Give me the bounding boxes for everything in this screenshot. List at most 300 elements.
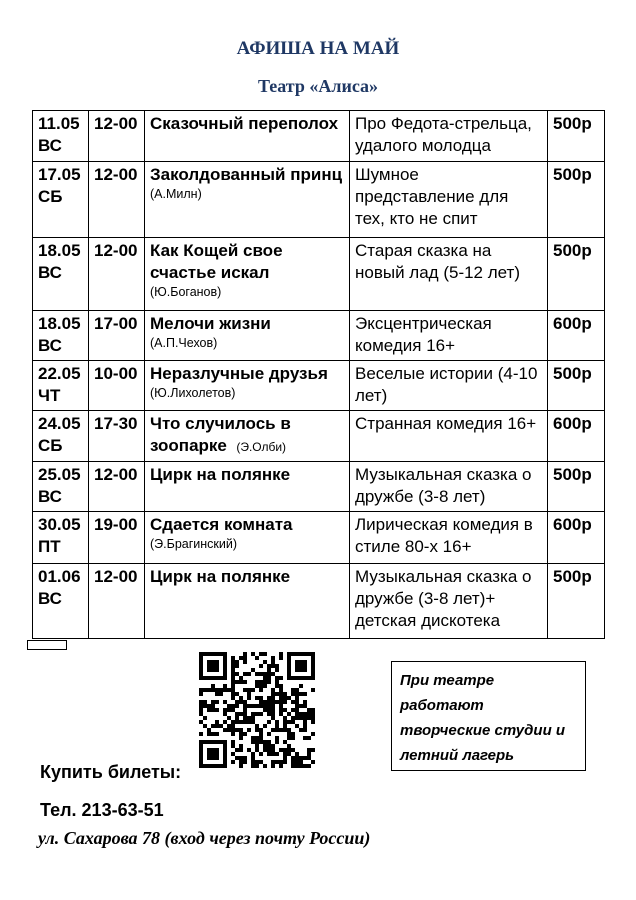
play-title: Неразлучные друзья <box>150 364 328 383</box>
qr-module <box>199 664 203 668</box>
qr-module <box>235 680 239 684</box>
qr-module <box>227 716 231 720</box>
qr-module <box>235 756 239 760</box>
qr-module <box>219 692 223 696</box>
qr-module <box>283 748 287 752</box>
qr-module <box>259 732 263 736</box>
qr-module <box>279 700 283 704</box>
qr-module <box>299 664 303 668</box>
qr-module <box>199 712 203 716</box>
qr-module <box>263 652 267 656</box>
qr-module <box>247 704 251 708</box>
qr-module <box>283 692 287 696</box>
qr-module <box>259 736 263 740</box>
qr-module <box>207 740 211 744</box>
qr-module <box>203 700 207 704</box>
time-cell: 19-00 <box>89 512 145 564</box>
qr-module <box>267 720 271 724</box>
time-cell: 12-00 <box>89 462 145 512</box>
qr-module <box>267 732 271 736</box>
qr-module <box>199 720 203 724</box>
qr-module <box>215 740 219 744</box>
qr-module <box>247 696 251 700</box>
qr-module <box>247 688 251 692</box>
qr-module <box>279 728 283 732</box>
description-cell: Веселые истории (4-10 лет) <box>350 361 548 411</box>
qr-module <box>239 700 243 704</box>
qr-module <box>291 692 295 696</box>
qr-module <box>207 664 211 668</box>
qr-module <box>267 680 271 684</box>
qr-module <box>211 664 215 668</box>
qr-module <box>239 680 243 684</box>
date-cell: 11.05 ВС <box>33 111 89 162</box>
qr-module <box>311 708 315 712</box>
qr-module <box>239 712 243 716</box>
qr-module <box>199 660 203 664</box>
description-cell: Эксцентрическая комедия 16+ <box>350 311 548 361</box>
qr-module <box>287 720 291 724</box>
qr-module <box>307 708 311 712</box>
qr-module <box>223 764 227 768</box>
qr-module <box>271 700 275 704</box>
qr-module <box>203 676 207 680</box>
qr-module <box>275 740 279 744</box>
qr-module <box>231 660 235 664</box>
qr-module <box>199 748 203 752</box>
price-cell: 500р <box>548 361 605 411</box>
qr-module <box>223 752 227 756</box>
qr-module <box>247 728 251 732</box>
qr-module <box>203 764 207 768</box>
qr-module <box>303 652 307 656</box>
qr-module <box>275 724 279 728</box>
qr-module <box>295 704 299 708</box>
time-cell: 12-00 <box>89 162 145 238</box>
qr-module <box>255 680 259 684</box>
qr-module <box>223 660 227 664</box>
description-cell: Странная комедия 16+ <box>350 411 548 462</box>
qr-module <box>211 752 215 756</box>
qr-module <box>223 756 227 760</box>
qr-module <box>279 656 283 660</box>
qr-module <box>299 692 303 696</box>
schedule-table <box>32 110 605 639</box>
date-cell: 24.05 СБ <box>33 411 89 462</box>
play-cell <box>145 411 350 462</box>
qr-module <box>263 704 267 708</box>
qr-module <box>231 732 235 736</box>
qr-module <box>295 664 299 668</box>
qr-module <box>279 760 283 764</box>
qr-module <box>255 748 259 752</box>
qr-module <box>291 676 295 680</box>
qr-module <box>203 652 207 656</box>
price-cell: 500р <box>548 162 605 238</box>
date-cell: 22.05 ЧТ <box>33 361 89 411</box>
qr-module <box>235 748 239 752</box>
qr-module <box>239 744 243 748</box>
table-row <box>33 361 605 411</box>
qr-module <box>295 756 299 760</box>
qr-module <box>223 708 227 712</box>
qr-module <box>271 708 275 712</box>
qr-module <box>295 660 299 664</box>
qr-module <box>263 672 267 676</box>
qr-module <box>279 652 283 656</box>
qr-module <box>211 748 215 752</box>
qr-module <box>303 720 307 724</box>
qr-module <box>295 708 299 712</box>
qr-module <box>227 724 231 728</box>
qr-module <box>235 712 239 716</box>
qr-module <box>259 696 263 700</box>
qr-module <box>239 720 243 724</box>
table-row <box>33 111 605 162</box>
date-cell: 01.06 ВС <box>33 564 89 639</box>
qr-module <box>311 760 315 764</box>
qr-module <box>203 716 207 720</box>
qr-module <box>311 672 315 676</box>
table-row <box>33 512 605 564</box>
qr-module <box>299 764 303 768</box>
qr-module <box>271 696 275 700</box>
qr-module <box>291 736 295 740</box>
date-cell: 18.05 ВС <box>33 311 89 361</box>
qr-module <box>247 692 251 696</box>
qr-module <box>215 748 219 752</box>
price-cell: 600р <box>548 411 605 462</box>
description-cell: Музыкальная сказка о дружбе (3-8 лет) <box>350 462 548 512</box>
qr-module <box>239 728 243 732</box>
qr-module <box>311 668 315 672</box>
description-cell: Лирическая комедия в стиле 80-х 16+ <box>350 512 548 564</box>
qr-module <box>283 700 287 704</box>
qr-module <box>207 728 211 732</box>
qr-module <box>255 744 259 748</box>
qr-module <box>271 660 275 664</box>
qr-module <box>299 756 303 760</box>
play-title: Цирк на полянке <box>150 567 291 586</box>
qr-module <box>287 744 291 748</box>
qr-module <box>203 688 207 692</box>
qr-module <box>287 676 291 680</box>
qr-module <box>287 728 291 732</box>
qr-module <box>275 684 279 688</box>
qr-module <box>207 652 211 656</box>
play-author: (А.Милн) <box>150 187 202 201</box>
qr-module <box>279 684 283 688</box>
qr-module <box>271 664 275 668</box>
qr-module <box>295 760 299 764</box>
qr-module <box>235 716 239 720</box>
qr-module <box>279 708 283 712</box>
qr-module <box>239 760 243 764</box>
qr-module <box>259 680 263 684</box>
qr-module <box>275 668 279 672</box>
qr-module <box>223 656 227 660</box>
qr-module <box>295 724 299 728</box>
qr-module <box>283 696 287 700</box>
qr-module <box>271 716 275 720</box>
qr-module <box>251 704 255 708</box>
play-author: (А.П.Чехов) <box>150 336 218 350</box>
qr-module <box>231 656 235 660</box>
price-cell: 500р <box>548 564 605 639</box>
play-title: Цирк на полянке <box>150 465 291 484</box>
qr-module <box>211 652 215 656</box>
qr-module <box>231 664 235 668</box>
qr-module <box>207 752 211 756</box>
qr-module <box>307 736 311 740</box>
qr-module <box>231 760 235 764</box>
qr-module <box>243 672 247 676</box>
qr-module <box>283 716 287 720</box>
qr-module <box>283 728 287 732</box>
qr-module <box>235 704 239 708</box>
qr-module <box>303 736 307 740</box>
qr-module <box>207 704 211 708</box>
qr-module <box>267 704 271 708</box>
qr-module <box>255 760 259 764</box>
qr-module <box>231 720 235 724</box>
qr-module <box>211 676 215 680</box>
qr-module <box>215 720 219 724</box>
qr-module <box>243 700 247 704</box>
qr-module <box>243 720 247 724</box>
qr-module <box>295 652 299 656</box>
qr-module <box>211 732 215 736</box>
qr-module <box>295 716 299 720</box>
qr-module <box>263 676 267 680</box>
qr-module <box>231 728 235 732</box>
qr-module <box>211 684 215 688</box>
qr-module <box>199 760 203 764</box>
qr-module <box>291 756 295 760</box>
price-cell: 500р <box>548 111 605 162</box>
qr-module <box>215 688 219 692</box>
qr-module <box>235 700 239 704</box>
qr-module <box>287 696 291 700</box>
qr-module <box>283 720 287 724</box>
qr-module <box>199 652 203 656</box>
description-cell: Про Федота-стрельца, удалого молодца <box>350 111 548 162</box>
qr-module <box>283 752 287 756</box>
qr-module <box>275 692 279 696</box>
qr-module <box>251 688 255 692</box>
qr-module <box>303 668 307 672</box>
play-cell <box>145 361 350 411</box>
price-cell: 500р <box>548 238 605 311</box>
qr-module <box>299 712 303 716</box>
qr-module <box>231 744 235 748</box>
qr-module <box>223 684 227 688</box>
qr-module <box>243 688 247 692</box>
qr-module <box>223 672 227 676</box>
qr-module <box>215 752 219 756</box>
date-cell: 18.05 ВС <box>33 238 89 311</box>
qr-module <box>287 736 291 740</box>
qr-module <box>207 660 211 664</box>
qr-module <box>263 708 267 712</box>
table-row <box>33 238 605 311</box>
qr-module <box>227 728 231 732</box>
qr-module <box>231 688 235 692</box>
qr-module <box>303 712 307 716</box>
qr-module <box>259 672 263 676</box>
play-cell <box>145 462 350 512</box>
qr-module <box>303 700 307 704</box>
play-title: Что случилось в зоопарке (Э.Олби) <box>150 414 291 455</box>
qr-module <box>267 740 271 744</box>
qr-module <box>311 676 315 680</box>
qr-module <box>199 744 203 748</box>
play-cell <box>145 111 350 162</box>
table-row <box>33 564 605 639</box>
qr-module <box>251 720 255 724</box>
qr-module <box>263 748 267 752</box>
qr-module <box>283 708 287 712</box>
play-cell <box>145 311 350 361</box>
qr-module <box>199 656 203 660</box>
qr-module <box>291 760 295 764</box>
qr-module <box>307 716 311 720</box>
qr-module <box>299 652 303 656</box>
qr-module <box>275 752 279 756</box>
qr-module <box>231 692 235 696</box>
qr-module <box>275 760 279 764</box>
qr-module <box>311 660 315 664</box>
price-cell: 600р <box>548 512 605 564</box>
qr-module <box>215 724 219 728</box>
qr-module <box>231 672 235 676</box>
qr-module <box>199 740 203 744</box>
date-cell: 30.05 ПТ <box>33 512 89 564</box>
time-cell: 17-30 <box>89 411 145 462</box>
qr-module <box>267 712 271 716</box>
play-cell <box>145 512 350 564</box>
qr-module <box>303 664 307 668</box>
qr-module <box>279 764 283 768</box>
qr-module <box>311 716 315 720</box>
qr-module <box>239 764 243 768</box>
qr-module <box>227 704 231 708</box>
qr-module <box>215 652 219 656</box>
qr-module <box>291 720 295 724</box>
qr-module <box>211 688 215 692</box>
qr-module <box>271 704 275 708</box>
qr-module <box>243 660 247 664</box>
buy-tickets-label: Купить билеты: <box>40 762 182 782</box>
qr-module <box>259 760 263 764</box>
qr-module <box>303 724 307 728</box>
qr-module <box>231 680 235 684</box>
date-cell: 17.05 СБ <box>33 162 89 238</box>
page-title: АФИША НА МАЙ <box>236 38 400 59</box>
qr-module <box>215 668 219 672</box>
table-row <box>33 162 605 238</box>
qr-module <box>207 688 211 692</box>
qr-module <box>247 720 251 724</box>
qr-module <box>287 652 291 656</box>
qr-module <box>199 676 203 680</box>
qr-module <box>255 724 259 728</box>
studios-note: При театре работают творческие студии и летний лагерь <box>391 661 586 771</box>
play-title: Как Кощей свое счастье искал <box>150 241 283 282</box>
qr-module <box>255 684 259 688</box>
qr-module <box>259 688 263 692</box>
qr-code-icon[interactable] <box>199 652 315 768</box>
qr-module <box>207 748 211 752</box>
price-cell: 500р <box>548 462 605 512</box>
qr-module <box>239 696 243 700</box>
qr-module <box>223 760 227 764</box>
qr-module <box>307 756 311 760</box>
qr-module <box>291 748 295 752</box>
qr-module <box>219 688 223 692</box>
qr-module <box>299 676 303 680</box>
qr-module <box>291 688 295 692</box>
qr-module <box>259 752 263 756</box>
qr-module <box>271 712 275 716</box>
qr-module <box>263 764 267 768</box>
qr-module <box>259 704 263 708</box>
qr-module <box>283 740 287 744</box>
qr-module <box>223 668 227 672</box>
qr-module <box>299 704 303 708</box>
qr-module <box>299 760 303 764</box>
qr-module <box>231 684 235 688</box>
table-row <box>33 311 605 361</box>
qr-module <box>307 652 311 656</box>
qr-module <box>231 740 235 744</box>
qr-module <box>303 676 307 680</box>
qr-module <box>271 748 275 752</box>
qr-module <box>271 692 275 696</box>
qr-module <box>199 756 203 760</box>
qr-module <box>199 700 203 704</box>
qr-module <box>243 760 247 764</box>
qr-module <box>211 724 215 728</box>
qr-module <box>199 668 203 672</box>
qr-module <box>311 732 315 736</box>
qr-module <box>259 664 263 668</box>
qr-module <box>287 656 291 660</box>
qr-module <box>287 712 291 716</box>
play-cell <box>145 564 350 639</box>
qr-module <box>311 720 315 724</box>
qr-module <box>271 656 275 660</box>
qr-module <box>207 676 211 680</box>
qr-module <box>299 684 303 688</box>
qr-module <box>291 652 295 656</box>
qr-module <box>275 700 279 704</box>
qr-module <box>231 704 235 708</box>
qr-module <box>251 712 255 716</box>
qr-module <box>311 652 315 656</box>
time-cell: 10-00 <box>89 361 145 411</box>
qr-module <box>259 712 263 716</box>
play-author: (Ю.Боганов) <box>150 285 222 299</box>
qr-module <box>227 688 231 692</box>
qr-module <box>207 732 211 736</box>
address: ул. Сахарова 78 (вход через почту России) <box>38 828 371 848</box>
qr-module <box>295 696 299 700</box>
qr-module <box>295 692 299 696</box>
qr-module <box>311 688 315 692</box>
description-cell: Старая сказка на новый лад (5-12 лет) <box>350 238 548 311</box>
qr-module <box>271 764 275 768</box>
